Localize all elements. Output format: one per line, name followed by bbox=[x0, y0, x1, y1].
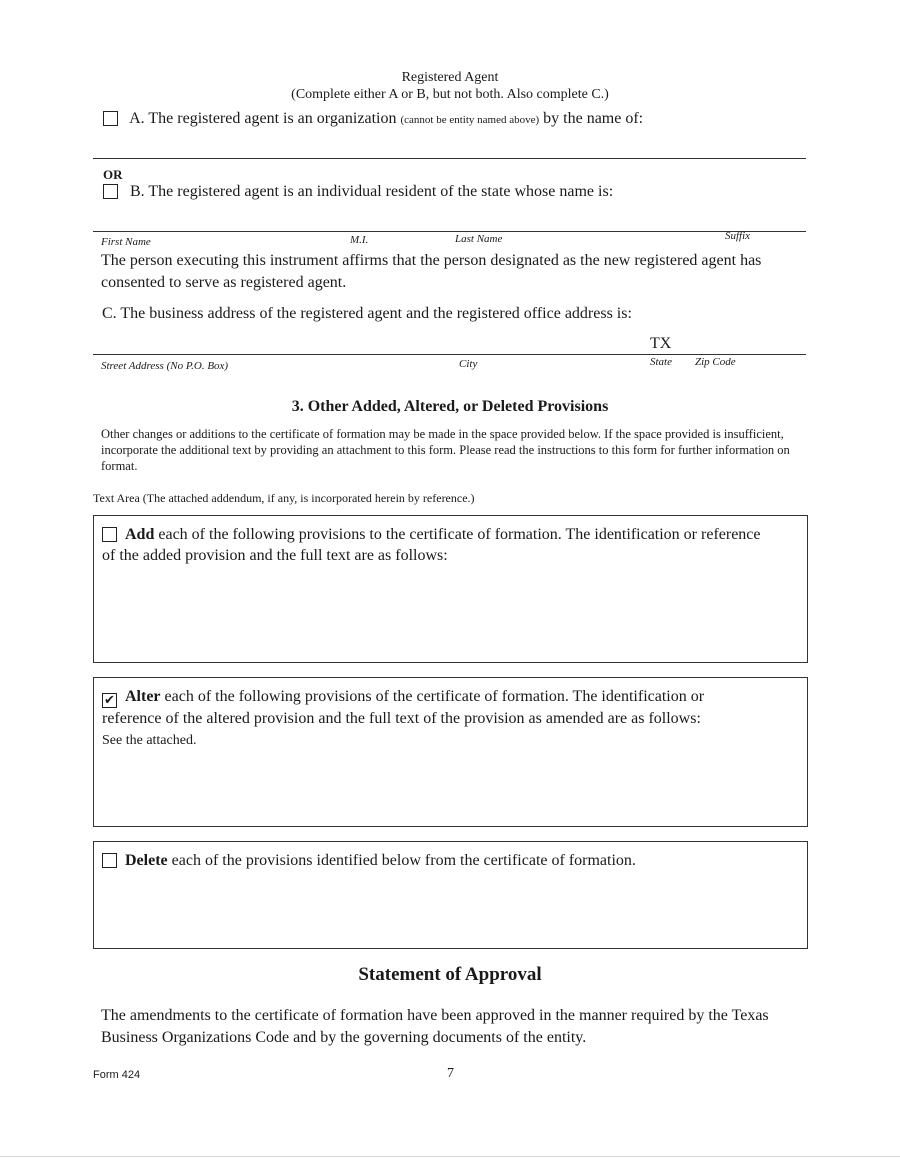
option-a-text: The registered agent is an organization bbox=[148, 110, 397, 127]
option-c-text: The business address of the registered agent and the registered office address is: bbox=[120, 305, 632, 322]
option-a-suffix: by the name of: bbox=[543, 110, 644, 127]
address-line[interactable] bbox=[93, 354, 806, 355]
option-a-note: (cannot be entity named above) bbox=[400, 114, 540, 126]
add-description: each of the following provisions to the certificate of formation. The identification or reference of the added provision and the full text are as follows: bbox=[102, 526, 761, 564]
zip-code-label: Zip Code bbox=[695, 356, 736, 368]
alter-content[interactable]: See the attached. bbox=[102, 733, 197, 748]
delete-description: each of the provisions identified below from the certificate of formation. bbox=[171, 852, 636, 869]
alter-description: each of the following provisions of the certificate of formation. The identification or reference of the altered provision and the full text of the provision as amended are as follows: bbox=[102, 688, 705, 727]
option-a-row bbox=[103, 110, 643, 128]
option-b-prefix: B. bbox=[130, 183, 145, 200]
option-c-prefix: C. bbox=[102, 305, 117, 322]
last-name-label: Last Name bbox=[455, 233, 503, 245]
add-checkbox[interactable] bbox=[102, 527, 117, 542]
affirmation-text: The person executing this instrument affirms that the person designated as the new registered agent has consented to serve as registered agent. bbox=[101, 252, 762, 291]
scan-edge-line bbox=[0, 1156, 900, 1157]
option-b-name-line[interactable] bbox=[93, 231, 806, 232]
suffix-label: Suffix bbox=[725, 230, 751, 242]
city-label: City bbox=[459, 358, 478, 370]
delete-keyword: Delete bbox=[125, 852, 168, 869]
registered-agent-heading: Registered Agent bbox=[401, 70, 499, 85]
state-label: State bbox=[650, 356, 672, 368]
page-number: 7 bbox=[447, 1066, 454, 1081]
option-b-checkbox[interactable] bbox=[103, 184, 118, 199]
approval-heading: Statement of Approval bbox=[358, 964, 542, 985]
add-provision-box[interactable] bbox=[93, 515, 808, 663]
state-value[interactable]: TX bbox=[650, 335, 672, 352]
delete-provision-box[interactable] bbox=[93, 841, 808, 949]
option-a-checkbox[interactable] bbox=[103, 111, 118, 126]
alter-checkbox[interactable] bbox=[102, 693, 117, 708]
option-a-prefix: A. bbox=[129, 110, 145, 127]
text-area-note: Text Area (The attached addendum, if any, is incorporated herein by reference.) bbox=[93, 491, 475, 505]
delete-checkbox[interactable] bbox=[102, 853, 117, 868]
alter-provision-header bbox=[102, 686, 767, 729]
delete-provision-header bbox=[102, 850, 767, 871]
option-c-row bbox=[102, 305, 632, 323]
registered-agent-instruction: (Complete either A or B, but not both. Also complete C.) bbox=[291, 87, 609, 102]
street-address-label: Street Address (No P.O. Box) bbox=[101, 360, 229, 372]
mi-label: M.I. bbox=[350, 234, 369, 246]
approval-text: The amendments to the certificate of formation have been approved in the manner required by the Texas Business Organizations Code and by the governing documents of the entity. bbox=[101, 1007, 769, 1046]
add-provision-header bbox=[102, 524, 767, 566]
option-b-text: The registered agent is an individual resident of the state whose name is: bbox=[148, 183, 614, 200]
or-label: OR bbox=[103, 167, 123, 182]
first-name-label: First Name bbox=[101, 236, 151, 248]
alter-provision-box[interactable] bbox=[93, 677, 808, 827]
provisions-intro: Other changes or additions to the certificate of formation may be made in the space provided below. If the space provided is insufficient, incorporate the additional text by providing an attachment to this form. Please read the instructions to this form for further information on format. bbox=[101, 427, 790, 473]
form-number: Form 424 bbox=[93, 1069, 141, 1081]
check-mark-icon: ✔ bbox=[104, 693, 115, 708]
option-a-name-line[interactable] bbox=[93, 158, 806, 159]
add-keyword: Add bbox=[125, 526, 155, 543]
provisions-heading: 3. Other Added, Altered, or Deleted Provisions bbox=[291, 398, 609, 415]
alter-keyword: Alter bbox=[125, 688, 161, 705]
option-b-row bbox=[103, 183, 613, 201]
